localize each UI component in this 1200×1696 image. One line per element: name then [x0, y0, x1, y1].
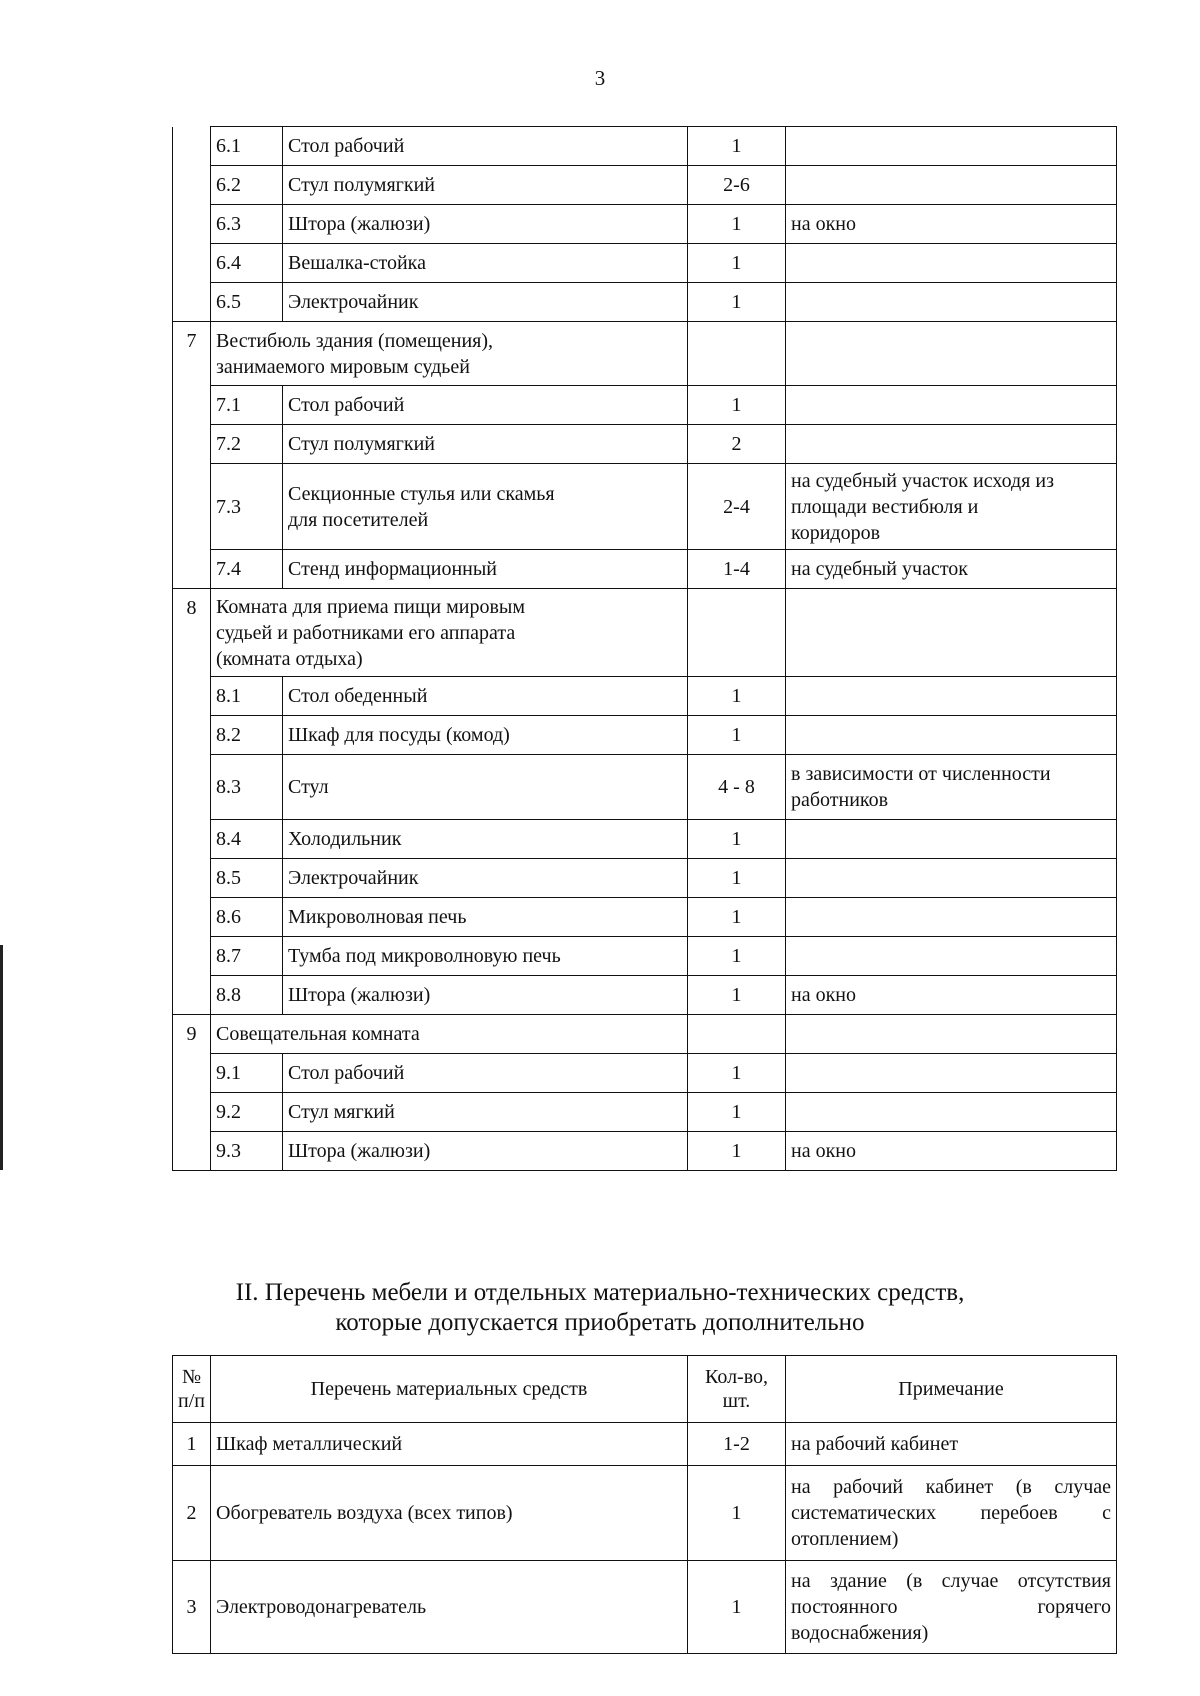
- item-note-line: работников: [791, 789, 889, 811]
- table-row: [173, 1132, 1117, 1171]
- item-number: 3: [173, 1561, 211, 1654]
- header-note: Примечание: [786, 1356, 1117, 1423]
- table-row: [173, 976, 1117, 1015]
- section-title-line: занимаемого мировым судьей: [216, 355, 470, 378]
- section-title-line: судьей и работниками его аппарата: [216, 621, 516, 644]
- item-name: Микроволновая печь: [283, 898, 688, 937]
- section-row: [173, 589, 1117, 677]
- item-number: 9.3: [211, 1132, 283, 1171]
- item-note: [786, 425, 1117, 464]
- table-row: [173, 1054, 1117, 1093]
- table-row: [173, 1423, 1117, 1466]
- table-row: [173, 820, 1117, 859]
- item-number: 7.2: [211, 425, 283, 464]
- item-name: Электроводонагреватель: [211, 1561, 688, 1654]
- item-name: Шкаф металлический: [211, 1423, 688, 1466]
- table-row: [173, 859, 1117, 898]
- item-name: Стул: [283, 755, 688, 820]
- item-quantity: 2-6: [688, 166, 786, 205]
- item-note: [786, 859, 1117, 898]
- item-number: 7.3: [211, 464, 283, 550]
- item-note: [786, 1466, 1117, 1561]
- item-name: Стул мягкий: [283, 1093, 688, 1132]
- table-header-row: [173, 1356, 1117, 1423]
- section-title: [211, 322, 688, 386]
- item-name: Штора (жалюзи): [283, 205, 688, 244]
- table-row: [173, 898, 1117, 937]
- header-number: [173, 1356, 211, 1423]
- item-note: на рабочий кабинет: [786, 1423, 1117, 1466]
- item-quantity: 1: [688, 244, 786, 283]
- item-note-line: площади вестибюля и: [791, 495, 979, 518]
- table-row: [173, 205, 1117, 244]
- item-note-line: на судебный участок исходя из: [791, 469, 1054, 492]
- item-note-line: отоплением): [791, 1528, 899, 1550]
- item-name: Стол рабочий: [283, 1054, 688, 1093]
- item-number: 6.2: [211, 166, 283, 205]
- table-row: [173, 755, 1117, 820]
- header-quantity-line: шт.: [722, 1390, 751, 1412]
- item-quantity: 1: [688, 386, 786, 425]
- item-note: [786, 716, 1117, 755]
- header-quantity-line: Кол-во,: [704, 1366, 769, 1388]
- additional-equipment-table: [172, 1355, 1117, 1654]
- table-row: [173, 1466, 1117, 1561]
- section-2-heading-line: II. Перечень мебели и отдельных материально-технических средств,: [235, 1279, 965, 1306]
- item-name: Электрочайник: [283, 283, 688, 322]
- item-quantity: 1: [688, 127, 786, 166]
- section-title-line: Комната для приема пищи мировым: [216, 595, 525, 618]
- item-note: [786, 820, 1117, 859]
- item-name: Вешалка-стойка: [283, 244, 688, 283]
- item-number: 7.4: [211, 550, 283, 589]
- item-name: Штора (жалюзи): [283, 976, 688, 1015]
- item-number: 8.4: [211, 820, 283, 859]
- item-quantity: 1: [688, 1054, 786, 1093]
- page-number: 3: [594, 66, 606, 90]
- item-note: [786, 937, 1117, 976]
- item-number: 9.1: [211, 1054, 283, 1093]
- item-quantity: 1: [688, 859, 786, 898]
- item-quantity: 4 - 8: [688, 755, 786, 820]
- item-quantity: [688, 1015, 786, 1054]
- section-row: [173, 322, 1117, 386]
- item-name: Шкаф для посуды (комод): [283, 716, 688, 755]
- item-name: Стол обеденный: [283, 677, 688, 716]
- item-note: [786, 127, 1117, 166]
- item-quantity: 1: [688, 716, 786, 755]
- table-row: [173, 166, 1117, 205]
- table-row: [173, 244, 1117, 283]
- item-note: [786, 322, 1117, 386]
- item-number: 8.1: [211, 677, 283, 716]
- item-quantity: 1: [688, 976, 786, 1015]
- item-name: Стул полумягкий: [283, 166, 688, 205]
- item-note: [786, 1015, 1117, 1054]
- item-name: Холодильник: [283, 820, 688, 859]
- furniture-table-continued: [172, 126, 1117, 1171]
- item-note: на окно: [786, 976, 1117, 1015]
- item-note-line: постоянного горячего: [791, 1596, 1111, 1618]
- item-number: 6.5: [211, 283, 283, 322]
- table-row: [173, 425, 1117, 464]
- item-number: 2: [173, 1466, 211, 1561]
- item-note: на окно: [786, 205, 1117, 244]
- item-note: [786, 464, 1117, 550]
- section-number: 7: [173, 322, 211, 589]
- item-quantity: 1: [688, 1132, 786, 1171]
- item-quantity: 1: [688, 283, 786, 322]
- item-quantity: 2: [688, 425, 786, 464]
- item-number: 8.7: [211, 937, 283, 976]
- table-row: [173, 1561, 1117, 1654]
- header-name: Перечень материальных средств: [211, 1356, 688, 1423]
- item-note: [786, 677, 1117, 716]
- item-note-line: водоснабжения): [791, 1622, 929, 1644]
- section-number: 8: [173, 589, 211, 1015]
- item-name-line: для посетителей: [288, 508, 429, 531]
- item-number: 8.5: [211, 859, 283, 898]
- item-note-line: систематических перебоев с: [791, 1502, 1111, 1524]
- item-number: 1: [173, 1423, 211, 1466]
- item-note-line: коридоров: [791, 521, 881, 544]
- item-number: 7.1: [211, 386, 283, 425]
- table-row: [173, 1093, 1117, 1132]
- item-quantity: 2-4: [688, 464, 786, 550]
- item-note-line: в зависимости от численности: [791, 763, 1051, 785]
- item-note: [786, 1561, 1117, 1654]
- item-name: Тумба под микроволновую печь: [283, 937, 688, 976]
- item-number: 8.6: [211, 898, 283, 937]
- table-row: [173, 283, 1117, 322]
- section-6-number-cell: [173, 127, 211, 322]
- table-row: [173, 127, 1117, 166]
- section-title-line: (комната отдыха): [216, 647, 363, 670]
- item-quantity: [688, 589, 786, 677]
- item-note-line: на здание (в случае отсутствия: [791, 1570, 1111, 1592]
- item-quantity: 1: [688, 1561, 786, 1654]
- item-note: [786, 898, 1117, 937]
- header-number-line: №: [181, 1366, 202, 1388]
- item-quantity: 1: [688, 1466, 786, 1561]
- section-title-line: Вестибюль здания (помещения),: [216, 329, 494, 352]
- item-note: [786, 386, 1117, 425]
- item-name: Стол рабочий: [283, 127, 688, 166]
- section-title: [211, 589, 688, 677]
- item-name: Обогреватель воздуха (всех типов): [211, 1466, 688, 1561]
- table-row: [173, 464, 1117, 550]
- item-note: [786, 166, 1117, 205]
- item-number: 8.8: [211, 976, 283, 1015]
- item-note: на окно: [786, 1132, 1117, 1171]
- item-quantity: 1: [688, 937, 786, 976]
- item-number: 9.2: [211, 1093, 283, 1132]
- item-number: 6.4: [211, 244, 283, 283]
- item-note: [786, 1054, 1117, 1093]
- header-quantity: [688, 1356, 786, 1423]
- table-row: [173, 677, 1117, 716]
- item-note: [786, 244, 1117, 283]
- table-row: [173, 716, 1117, 755]
- item-number: 6.3: [211, 205, 283, 244]
- item-note: [786, 589, 1117, 677]
- section-2-heading-line: которые допускается приобретать дополнительно: [335, 1309, 865, 1336]
- table-row: [173, 386, 1117, 425]
- item-name: Электрочайник: [283, 859, 688, 898]
- item-number: 6.1: [211, 127, 283, 166]
- section-row: [173, 1015, 1117, 1054]
- item-name: Штора (жалюзи): [283, 1132, 688, 1171]
- item-note: [786, 1093, 1117, 1132]
- section-number: 9: [173, 1015, 211, 1171]
- item-name: Стул полумягкий: [283, 425, 688, 464]
- item-note: [786, 283, 1117, 322]
- table-row: [173, 937, 1117, 976]
- item-quantity: 1: [688, 1093, 786, 1132]
- scan-edge-mark: [0, 945, 3, 1170]
- item-quantity: 1: [688, 898, 786, 937]
- table-row: [173, 550, 1117, 589]
- item-quantity: 1: [688, 820, 786, 859]
- item-name: Стол рабочий: [283, 386, 688, 425]
- item-note: на судебный участок: [786, 550, 1117, 589]
- header-number-line: п/п: [178, 1390, 205, 1412]
- item-number: 8.3: [211, 755, 283, 820]
- item-quantity: 1: [688, 205, 786, 244]
- section-title: Совещательная комната: [211, 1015, 688, 1054]
- item-quantity: [688, 322, 786, 386]
- item-quantity: 1: [688, 677, 786, 716]
- item-quantity: 1-4: [688, 550, 786, 589]
- item-note: [786, 755, 1117, 820]
- item-name: Стенд информационный: [283, 550, 688, 589]
- item-quantity: 1-2: [688, 1423, 786, 1466]
- item-note-line: на рабочий кабинет (в случае: [791, 1476, 1111, 1498]
- item-name-line: Секционные стулья или скамья: [288, 482, 555, 505]
- item-name: [283, 464, 688, 550]
- section-2-heading: [0, 1278, 1200, 1338]
- item-number: 8.2: [211, 716, 283, 755]
